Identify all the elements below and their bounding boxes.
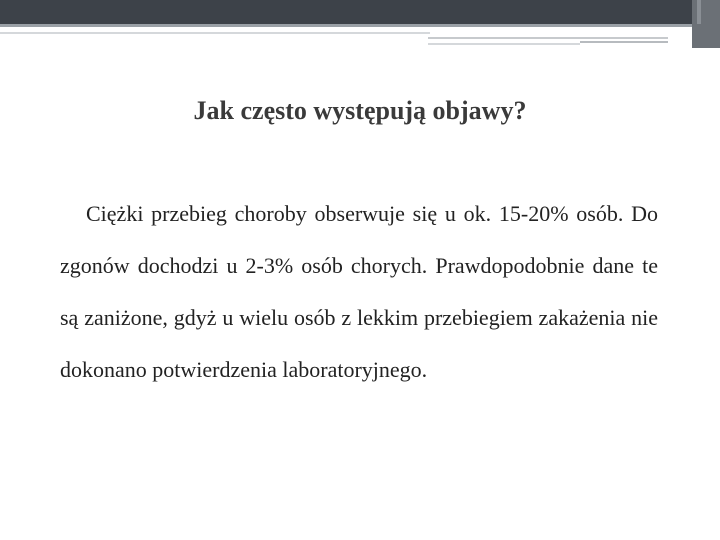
decorative-stripe	[428, 43, 580, 45]
decorative-stripe	[0, 32, 430, 34]
decorative-stripe	[580, 41, 668, 43]
decorative-stripe	[0, 24, 692, 27]
slide-title: Jak często występują objawy?	[193, 96, 527, 125]
slide-header-accent-line	[697, 0, 701, 24]
decorative-stripe	[428, 37, 668, 39]
slide-header-bar	[0, 0, 720, 24]
slide-body-text: Ciężki przebieg choroby obserwuje się u ok. 15-20% osób. Do zgonów dochodzi u 2-3% osób chorych. Prawdopodobnie dane te są zaniżone, gdyż u wielu osób z lekkim przebiegiem zakażenia nie dokonano potwierdzenia laboratoryjnego.	[60, 201, 658, 382]
